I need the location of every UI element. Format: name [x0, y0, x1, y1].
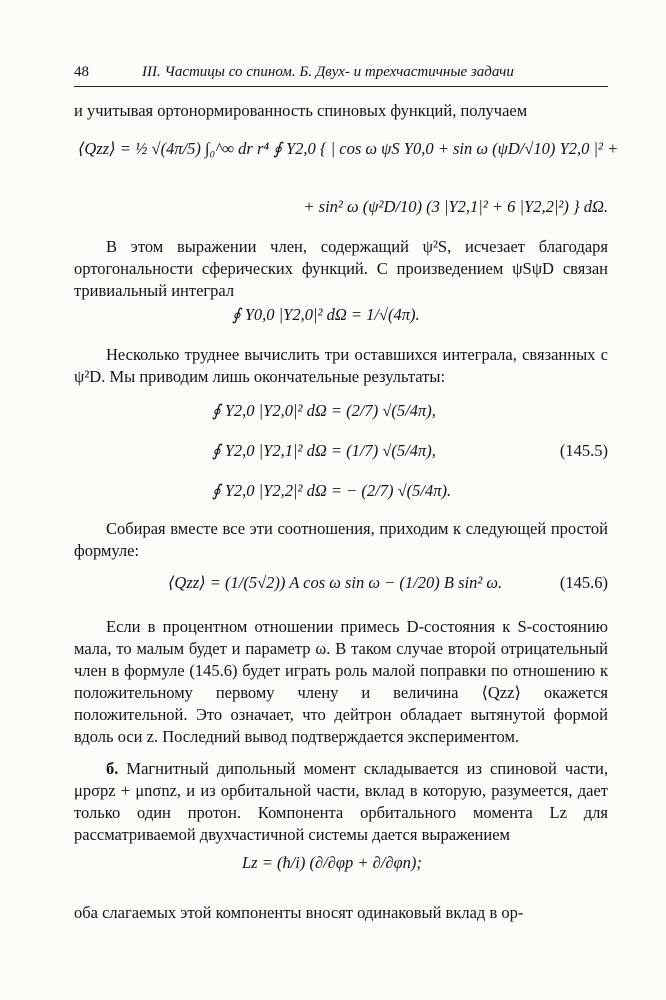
eq-trivial: ∮ Y0,0 |Y2,0|² dΩ = 1/√(4π).	[232, 305, 420, 324]
equation-qzz-integral-cont	[303, 196, 608, 218]
eq-qzz-line2: + sin² ω (ψ²D/10) (3 |Y2,1|² + 6 |Y2,2|²) } dΩ.	[303, 197, 608, 216]
equation-lz	[242, 852, 422, 874]
running-title: III. Частицы со спином. Б. Двух- и трехчастичные задачи	[142, 64, 514, 80]
equation-145-6	[168, 572, 502, 594]
running-header	[74, 61, 608, 87]
equation-number-145-5: (145.5)	[559, 441, 608, 460]
paragraph-7: оба слагаемых этой компоненты вносят одинаковый вклад в ор-	[74, 903, 524, 922]
paragraph-1: и учитывая ортонормированность спиновых функций, получаем	[74, 101, 528, 120]
eq-145-5-b: ∮ Y2,0 |Y2,1|² dΩ = (1/7) √(5/4π),	[212, 441, 436, 460]
paragraph-3: Несколько труднее вычислить три оставшихся интеграла, связанных с ψ²D. Мы приводим лишь окончательные результаты:	[74, 345, 608, 386]
eq-145-6: ⟨Qzz⟩ = (1/(5√2)) A cos ω sin ω − (1/20) B sin² ω.	[168, 573, 503, 592]
paragraph-6	[74, 758, 608, 846]
eq-qzz-line1: ⟨Qzz⟩ = ½ √(4π/5) ∫₀^∞ dr r⁴ ∮ Y2,0 { | cos ω ψS Y0,0 + sin ω (ψD/√10) Y2,0 |² +	[78, 139, 619, 158]
paragraph-2: В этом выражении член, содержащий ψ²S, исчезает благодаря ортогональности сферических функций. С произведением ψSψD связан тривиальный интеграл	[74, 237, 608, 300]
paragraph-4: Собирая вместе все эти соотношения, приходим к следующей простой формуле:	[74, 519, 608, 560]
equation-trivial-integral	[232, 304, 420, 326]
page-number: 48	[74, 64, 89, 80]
eq-lz: Lz = (ħ/i) (∂/∂φp + ∂/∂φn);	[242, 853, 422, 872]
equation-qzz-integral	[78, 138, 618, 160]
eq-145-5-c: ∮ Y2,0 |Y2,2|² dΩ = − (2/7) √(5/4π).	[212, 481, 452, 500]
equation-145-5-row1	[212, 400, 436, 422]
paragraph-6-text: Магнитный дипольный момент складывается из спиновой части, μpσpz + μnσnz, и из орбитальной части, вклад в которую, разумеется, дает только один протон. Компонента орбитального момента Lz для рассматриваемой двухчастичной системы дается выражением	[74, 759, 609, 844]
equation-145-5-row3	[212, 480, 451, 502]
eq-145-5-a: ∮ Y2,0 |Y2,0|² dΩ = (2/7) √(5/4π),	[212, 401, 436, 420]
equation-145-5-row2	[212, 440, 436, 462]
paragraph-5: Если в процентном отношении примесь D-состояния к S-состоянию мала, то малым будет и параметр ω. В таком случае второй отрицательный член в формуле (145.6) будет играть роль малой поправки по отношению к положительному первому члену и величина ⟨Qzz⟩ окажется положительной. Это означает, что дейтрон обладает вытянутой формой вдоль оси z. Последний вывод подтверждается экспериментом.	[74, 617, 608, 746]
equation-number-145-6: (145.6)	[559, 573, 608, 592]
section-label: б.	[106, 759, 119, 778]
